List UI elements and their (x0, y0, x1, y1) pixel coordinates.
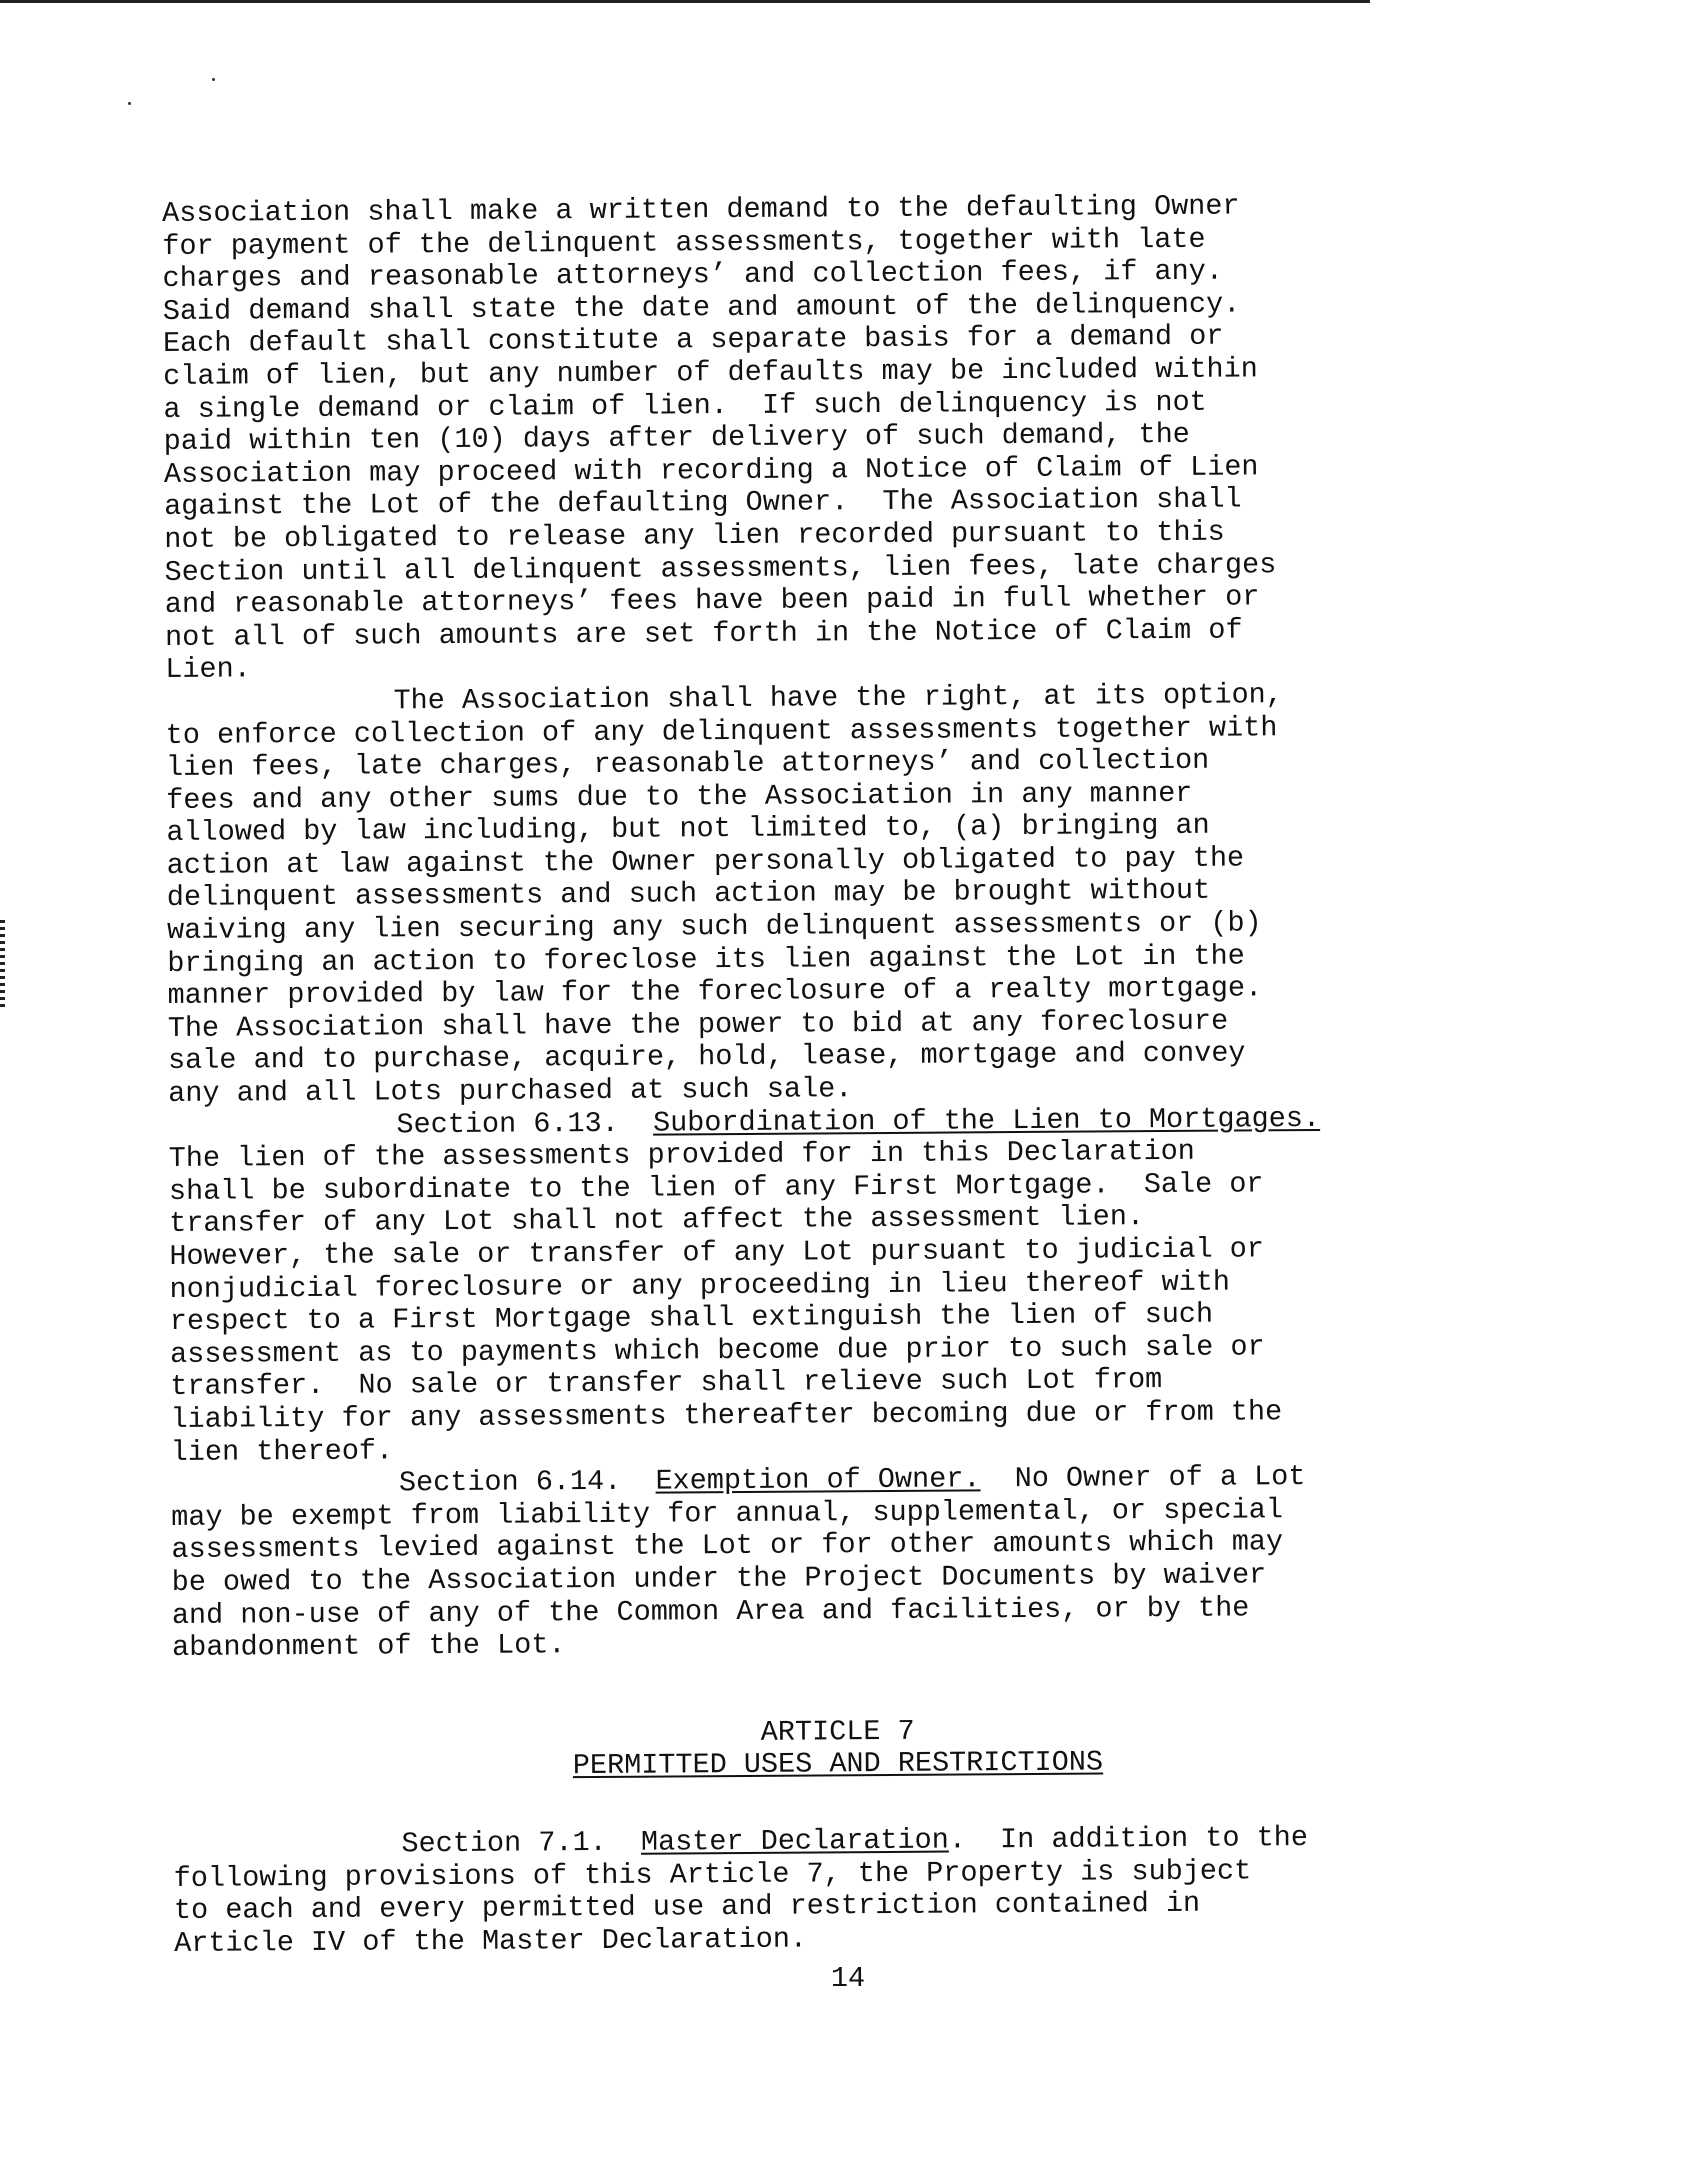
article-7-title-text: PERMITTED USES AND RESTRICTIONS (572, 1745, 1104, 1783)
paragraph-delinquency-demand: Association shall make a written demand to the defaulting Owner for payment of the delinquent assessments, together with late charges and reasonable attorneys’ and collection fees, if any. Said demand shall state the date and amount of the delinquency. Each default shall constitute a separate basis for a demand or claim of lien, but any number of defaults may be included within a single demand or claim of lien. If such delinquency is not paid within ten (10) days after delivery of such demand, the Association may proceed with recording a Notice of Claim of Lien against the Lot of the defaulting Owner. The Association shall not be obligated to release any lien recorded pursuant to this Section until all delinquent assessments, lien fees, late charges and reasonable attorneys’ fees have been paid in full whether or not all of such amounts are set forth in the Notice of Claim of Lien. (161, 189, 1277, 687)
page-number: 14 (830, 1962, 866, 1995)
section-6-13-heading: Subordination of the Lien to Mortgages. (652, 1101, 1321, 1140)
section-6-14-heading: Exemption of Owner. (655, 1462, 981, 1498)
scan-speck (128, 102, 131, 105)
scan-edge-mark (0, 920, 5, 1010)
article-7-label: ARTICLE 7 (760, 1714, 915, 1749)
section-6-14-body: may be exempt from liability for annual, supplemental, or special assessments levied against the Lot or for other amounts which may be owed to the Association under the Project Documents by waiver and non-use of any of the Common Area and facilities, or by the abandonment of the Lot. (171, 1492, 1284, 1665)
paragraph-enforcement: to enforce collection of any delinquent assessments together with lien fees, late charges, reasonable attorneys’ and collection fees and any other sums due to the Association in any manner allowed by law including, but not limited to, (a) bringing an action at law against the Owner personally obligated to pay the delinquent assessments and such action may be brought without waiving any lien securing any such delinquent assessments or (b) bringing an action to foreclose its lien against the Lot in the manner provided by law for the foreclosure of a realty mortgage. The Association shall have the power to bid at any foreclosure sale and to purchase, acquire, hold, lease, mortgage and convey any and all Lots purchased at such sale. (165, 710, 1278, 1111)
section-7-1-body: following provisions of this Article 7, the Property is subject to each and every permitted use and restriction contained in Article IV of the Master Declaration. (173, 1853, 1252, 1960)
section-6-14-number: Section 6.14. (398, 1464, 622, 1500)
scan-speck (212, 78, 215, 81)
section-6-13-body: The lien of the assessments provided for in this Declaration shall be subordinate to the lien of any First Mortgage. Sale or transfer of any Lot shall not affect the assessment lien. However, the sale or transfer of any Lot pursuant to judicial or nonjudicial foreclosure or any proceeding in lieu thereof with respect to a First Mortgage shall extinguish the lien of such assessment as to payments which become due prior to such sale or transfer. No sale or transfer shall relieve such Lot from liability for any assessments thereafter becoming due or from the lien thereof. (168, 1135, 1283, 1469)
document-page (162, 189, 1504, 1961)
section-7-1-heading: Master Declaration (640, 1823, 949, 1859)
article-7-header (173, 1711, 1503, 1785)
section-6-13-number: Section 6.13. (396, 1106, 619, 1142)
scan-top-edge (0, 0, 1370, 3)
section-6-14-first-line-tail: No Owner of a Lot (1014, 1460, 1306, 1496)
section-7-1-first-line-tail: . In addition to the (948, 1820, 1309, 1857)
paragraph-enforcement-first-line: The Association shall have the right, at its option, (393, 678, 1283, 718)
section-7-1-number: Section 7.1. (401, 1825, 607, 1861)
